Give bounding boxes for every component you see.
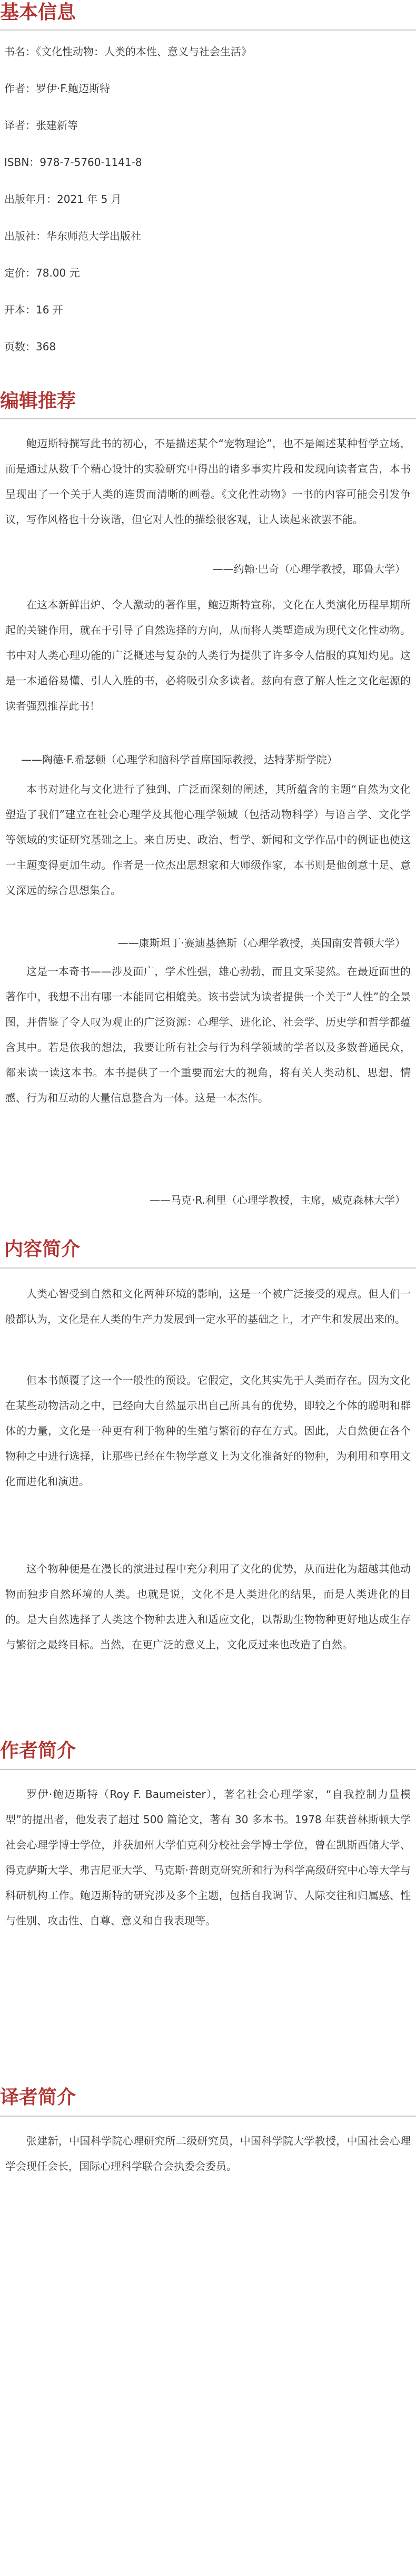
intro-paragraph-1: 人类心智受到自然和文化两种环境的影响，这是一个被广泛接受的观点。但人们一般都认为，文化是在人类的生产力发展到一定水平的基础之上，才产生和发展出来的。 <box>5 1287 411 1325</box>
section-title-translator: 译者简介 <box>0 2087 76 2108</box>
intro-paragraph-2: 但本书颠覆了这一个一般性的预设。它假定，文化其实先于人类而存在。因为文化在某些动物活动之中，已经向大自然显示出自己所具有的优势，即较之个体的聪明和群体的力量，文化是一种更有利于物种的生殖与繁衍的存在方式。因此，大自然便在各个物种之中进行选择，让那些已经在生物学意义上为文化准备好的物种，为利用和享用文化而进化和演进。 <box>5 1374 411 1488</box>
intro-paragraph-3: 这个物种便是在漫长的演进过程中充分利用了文化的优势，从而进化为超越其他动物而独步自然环境的人类。也就是说，文化不是人类进化的结果，而是人类进化的目的。是大自然选择了人类这个物种去进入和适应文化，以帮助生物物种更好地达成生存与繁衍之最终目标。当然，在更广泛的意义上，文化反过来也改造了自然。 <box>5 1562 411 1651</box>
section-divider <box>0 2116 416 2117</box>
recommend-paragraph-4: 这是一本奇书——涉及面广，学术性强，雄心勃勃，而且文采斐然。在最近面世的著作中，我想不出有哪一本能同它相媲美。该书尝试为读者提供一个关于“人性”的全景图，并借鉴了令人叹为观止的广泛资源：心理学、进化论、社会学、历史学和哲学都蕴含其中。若是依我的想法，我要让所有社会与行为科学领域的学者以及多数普通民众，都来读一读这本书。本书提供了一个重要而宏大的视角，将有关人类动机、思想、情感、行为和互动的大量信息整合为一体。这是一本杰作。 <box>5 965 411 1104</box>
info-pages: 页数：368 <box>4 340 56 353</box>
info-publisher: 出版社：华东师范大学出版社 <box>4 230 141 242</box>
section-title-author: 作者简介 <box>0 1740 76 1762</box>
recommend-signature-1: ——约翰·巴奇（心理学教授，耶鲁大学） <box>212 563 405 575</box>
recommend-paragraph-2: 在这本新鲜出炉、令人激动的著作里，鲍迈斯特宣称，文化在人类演化历程早期所起的关键作用，就在于引导了自然选择的方向，从而将人类塑造成为现代文化性动物。书中对人类心理功能的广泛概述与复杂的人类行为提供了许多令人信服的真知灼见。这是一本通俗易懂、引人入胜的书，必将吸引众多读者。兹向有意了解人性之文化起源的读者强烈推荐此书！ <box>5 598 411 712</box>
section-divider <box>0 1267 416 1269</box>
section-title-recommend: 编辑推荐 <box>0 390 76 412</box>
section-divider <box>0 30 416 31</box>
section-title-intro: 内容简介 <box>4 1238 81 1260</box>
recommend-signature-3: ——康斯坦丁·赛迪基德斯（心理学教授，英国南安普顿大学） <box>117 937 405 949</box>
recommend-signature-2: ——陶德·F.希瑟顿（心理学和脑科学首席国际教授，达特茅斯学院） <box>21 753 338 766</box>
recommend-signature-4: ——马克·R.利里（心理学教授，主席，威克森林大学） <box>150 1194 405 1206</box>
info-price: 定价：78.00 元 <box>4 267 80 279</box>
section-title-basic-info: 基本信息 <box>0 2 76 23</box>
section-divider <box>0 1769 416 1770</box>
info-author: 作者：罗伊·F.鲍迈斯特 <box>4 82 111 95</box>
info-isbn: ISBN：978-7-5760-1141-8 <box>4 156 142 169</box>
recommend-paragraph-3: 本书对进化与文化进行了独到、广泛而深刻的阐述，其所蕴含的主题“自然为文化塑造了我们”建立在社会心理学及其他心理学领域（包括动物科学）与语言学、文化学等领域的实证研究基础之上。来自历史、政治、哲学、新闻和文学作品中的例证也使这一主题变得更加生动。作者是一位杰出思想家和大师级作家，本书则是他创意十足、意义深远的综合思想集合。 <box>5 783 411 897</box>
recommend-paragraph-1: 鲍迈斯特撰写此书的初心，不是描述某个“宠物理论”，也不是阐述某种哲学立场，而是通过从数千个精心设计的实验研究中得出的诸多事实片段和发现向读者宣告，本书呈现出了一个关于人类的连贯而清晰的画卷。《文化性动物》一书的内容可能会引发争议，写作风格也十分诙谐，但它对人性的描绘很客观，让人读起来欲罢不能。 <box>5 437 411 526</box>
info-book-title: 书名：《文化性动物：人类的本性、意义与社会生活》 <box>4 45 252 58</box>
info-translator: 译者：张建新等 <box>4 119 78 132</box>
info-publish-date: 出版年月：2021 年 5 月 <box>4 193 122 205</box>
info-format: 开本：16 开 <box>4 303 63 316</box>
section-divider <box>0 418 416 419</box>
author-paragraph-1: 罗伊·鲍迈斯特（Roy F. Baumeister），著名社会心理学家，“自我控制力量模型”的提出者，他发表了超过 500 篇论文，著有 30 多本书。1978 年获普林斯顿大学社会心理学博士学位，并获加州大学伯克利分校社会学博士学位，曾在凯斯西储大学、得克萨斯大学、弗吉尼亚大学、马克斯·普朗克研究所和行为科学高级研究中心等大学与科研机构工作。鲍迈斯特的研究涉及多个主题，包括自我调节、人际交往和归属感、性与性别、攻击性、自尊、意义和自我表现等。 <box>5 1788 411 1927</box>
translator-paragraph-1: 张建新，中国科学院心理研究所二级研究员，中国科学院大学教授，中国社会心理学会现任会长，国际心理科学联合会执委会委员。 <box>5 2135 411 2172</box>
